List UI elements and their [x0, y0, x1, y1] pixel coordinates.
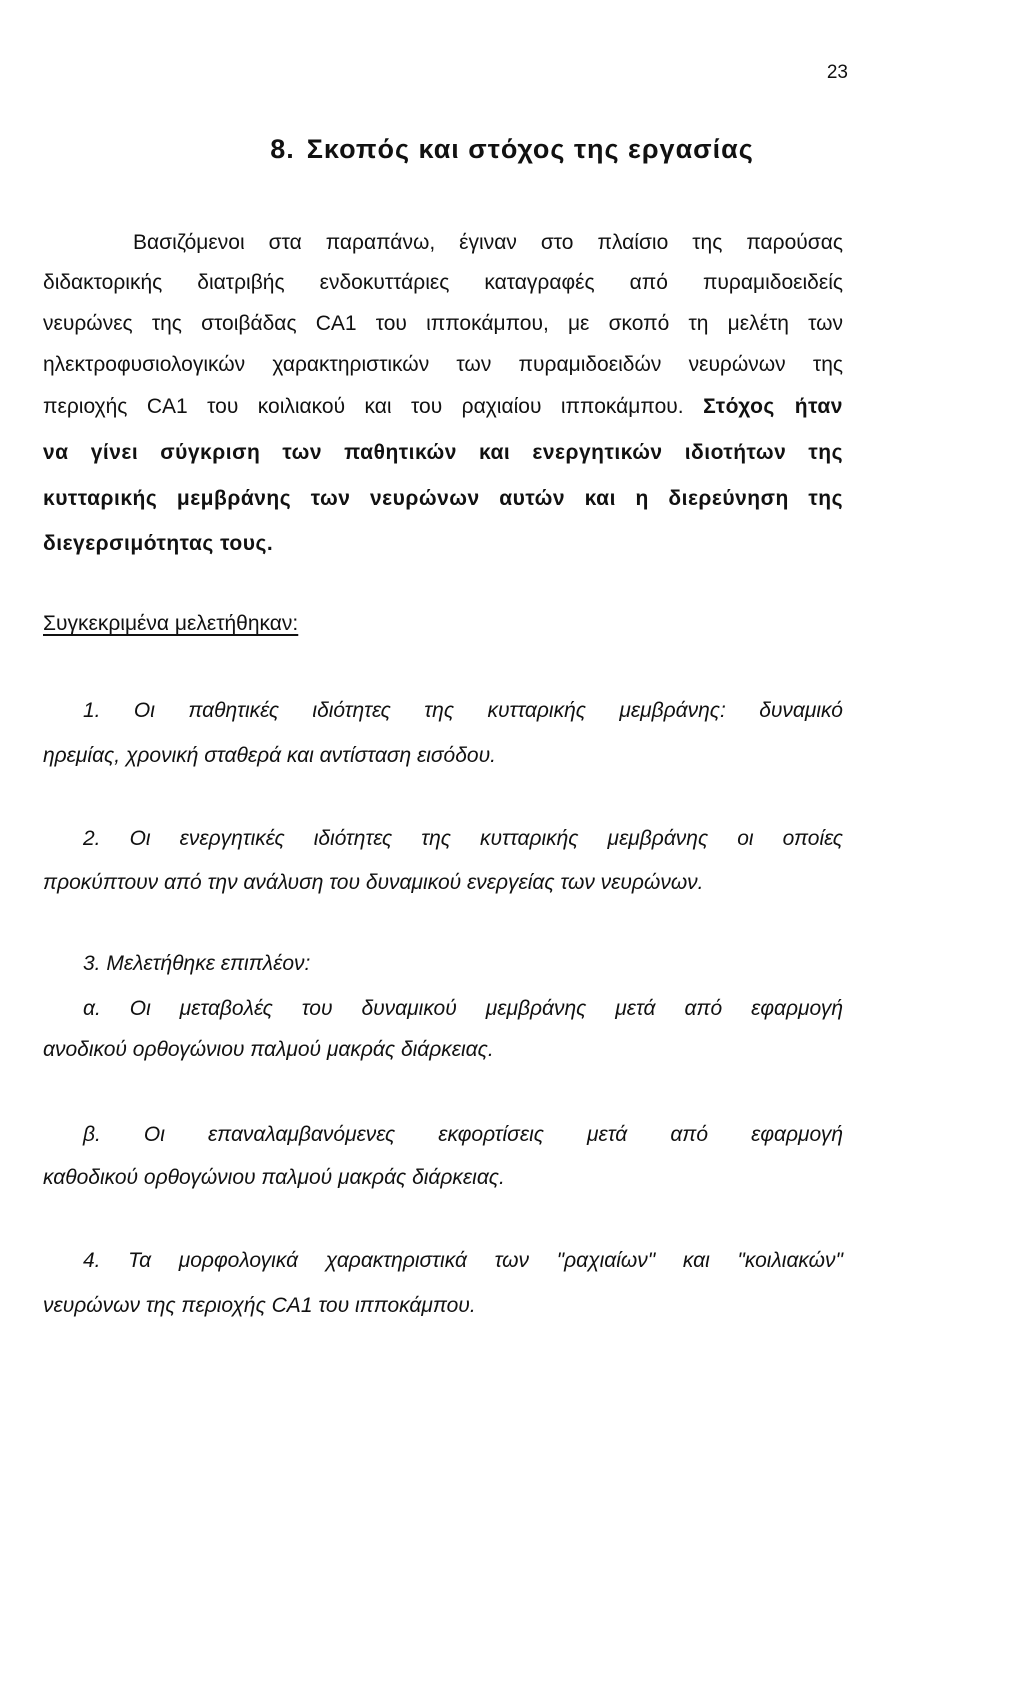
- item-4-line-2: νευρώνων της περιοχής CA1 του ιπποκάμπου.: [43, 1294, 476, 1317]
- item-2-line-1: 2. Οι ενεργητικές ιδιότητες της κυτταρικής μεμβράνης οι οποίες: [83, 827, 843, 850]
- item-2-line-2: προκύπτουν από την ανάλυση του δυναμικού ενεργείας των νευρώνων.: [43, 871, 704, 894]
- goal-line-1: να γίνει σύγκριση των παθητικών και ενεργητικών ιδιοτήτων της: [43, 441, 843, 464]
- item-4-line-1: 4. Τα μορφολογικά χαρακτηριστικά των "ραχιαίων" και "κοιλιακών": [83, 1249, 843, 1272]
- section-heading: [0, 134, 1024, 165]
- intro-line-1: Βασιζόμενοι στα παραπάνω, έγιναν στο πλαίσιο της παρούσας: [133, 231, 843, 254]
- item-3b-line-2: καθοδικού ορθογώνιου παλμού μακράς διάρκειας.: [43, 1166, 505, 1189]
- item-3a-line-2: ανοδικού ορθογώνιου παλμού μακράς διάρκειας.: [43, 1038, 494, 1061]
- studied-label: Συγκεκριμένα μελετήθηκαν:: [43, 612, 299, 635]
- intro-line-5-normal: περιοχής CA1 του κοιλιακού και του ραχιαίου ιπποκάμπου.: [43, 395, 684, 418]
- item-1-line-2: ηρεμίας, χρονική σταθερά και αντίσταση εισόδου.: [43, 744, 496, 767]
- goal-line-3: διεγερσιμότητας τους.: [43, 532, 274, 555]
- item-3b-line-1: β. Οι επαναλαμβανόμενες εκφορτίσεις μετά από εφαρμογή: [83, 1123, 843, 1146]
- item-3a-line-1: α. Οι μεταβολές του δυναμικού μεμβράνης μετά από εφαρμογή: [83, 997, 843, 1020]
- item-3-label: 3. Μελετήθηκε επιπλέον:: [83, 952, 311, 975]
- section-title: Σκοπός και στόχος της εργασίας: [306, 134, 754, 164]
- section-number: 8.: [270, 134, 295, 164]
- item-1-line-1: 1. Οι παθητικές ιδιότητες της κυτταρικής μεμβράνης: δυναμικό: [83, 699, 843, 722]
- intro-line-2: διδακτορικής διατριβής ενδοκυττάριες καταγραφές από πυραμιδοειδείς: [43, 271, 843, 294]
- intro-line-4: ηλεκτροφυσιολογικών χαρακτηριστικών των πυραμιδοειδών νευρώνων της: [43, 353, 843, 376]
- intro-line-3: νευρώνες της στοιβάδας CA1 του ιπποκάμπου, με σκοπό τη μελέτη των: [43, 312, 843, 335]
- intro-line-5-bold: Στόχος ήταν: [703, 395, 843, 418]
- intro-line-5: [43, 396, 843, 417]
- goal-line-2: κυτταρικής μεμβράνης των νευρώνων αυτών και η διερεύνηση της: [43, 487, 843, 510]
- page-number: 23: [826, 62, 848, 83]
